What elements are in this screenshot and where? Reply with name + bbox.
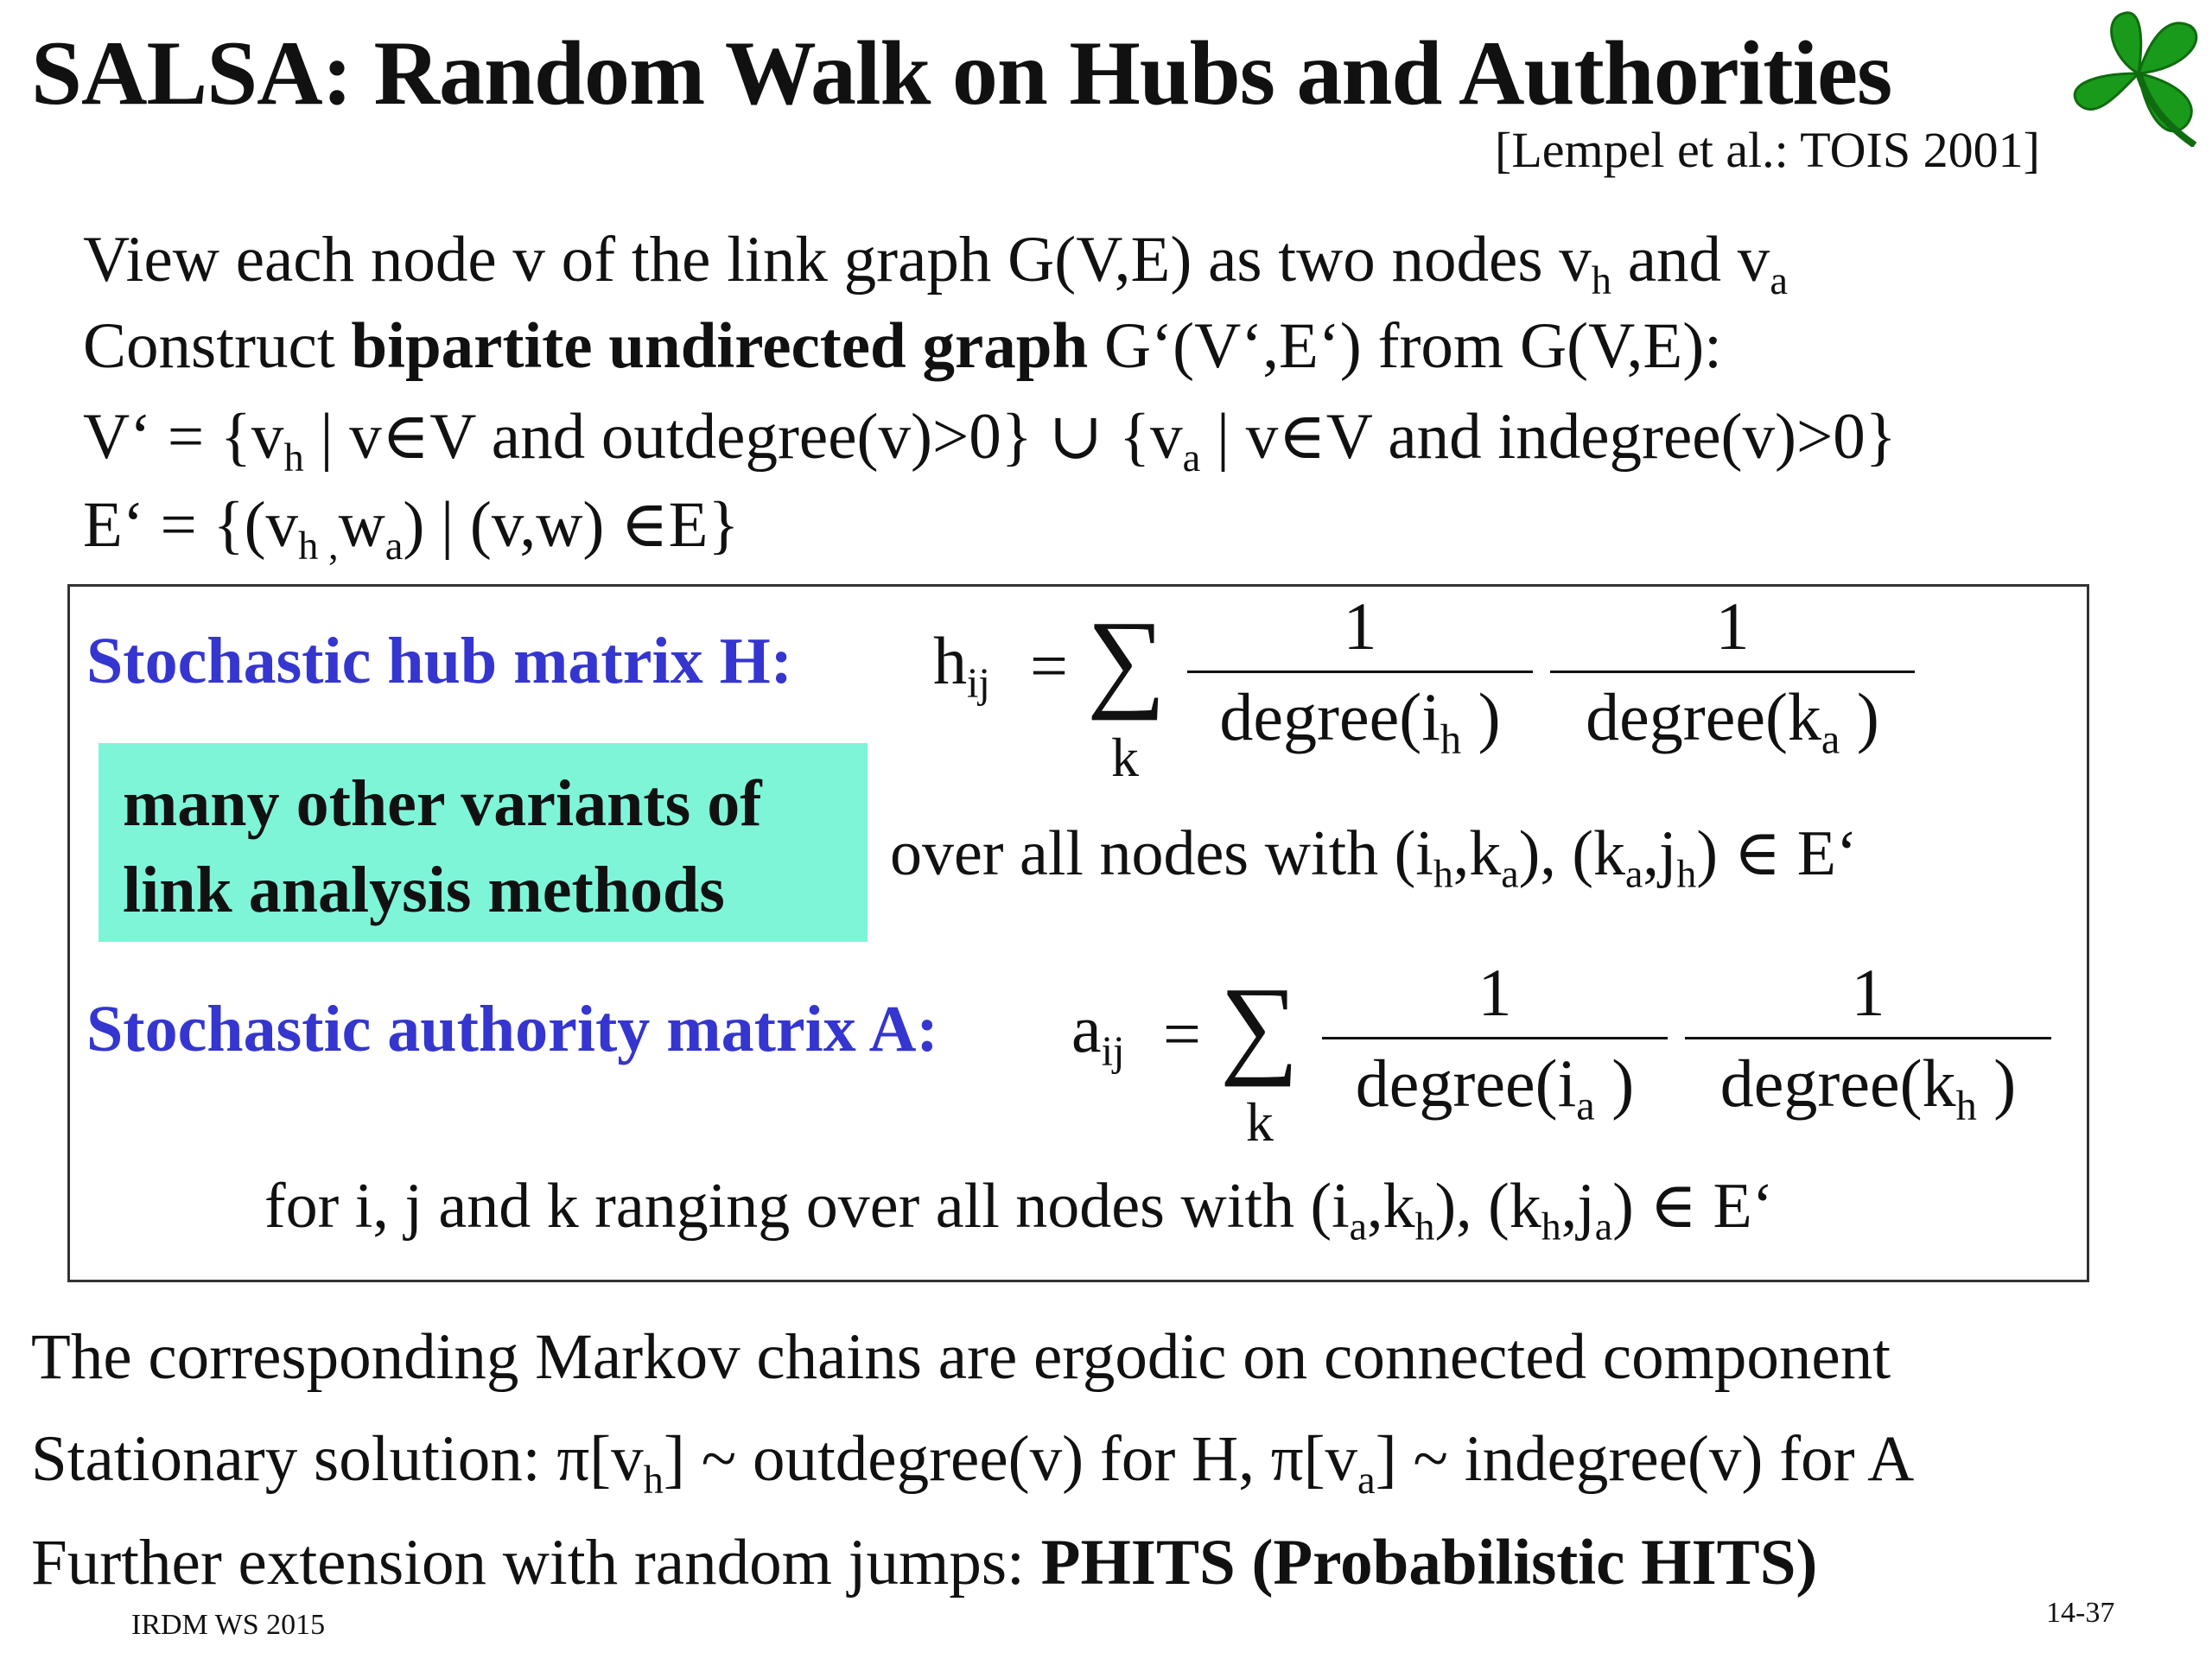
markov-chain-line: The corresponding Markov chains are ergodic on connected component [31,1321,1891,1393]
node-split-line: View each node v of the link graph G(V,E) as two nodes $v_h$ and $v_a$ [83,224,1788,303]
hub-matrix-label: Stochastic hub matrix H: [86,625,792,697]
authority-fraction-2: 1 $degree(k_h$ ) [1681,954,2055,1122]
page-number: 14-37 [2046,1597,2115,1629]
authority-sigma-index: k [1246,1091,1274,1153]
variants-line-2: link analysis methods [123,854,725,926]
authority-matrix-label: Stochastic authority matrix A: [86,993,938,1065]
authority-condition: for i, j and k ranging over all nodes with $(i_a,k_h)$, $(k_h,j_a)$ ∈ E‘ [264,1171,1774,1249]
hub-condition: over all nodes with $(i_h,k_a)$, $(k_a,j_h)$ ∈ E‘ [890,818,1858,896]
hub-sigma: ∑ [1087,598,1166,721]
authority-equals: = [1163,996,1201,1071]
variants-highlight-box [99,743,868,942]
phits-line: Further extension with random jumps: PHITS (Probabilistic HITS) [31,1527,1818,1599]
hub-sigma-index: k [1111,727,1139,788]
hub-fraction-2: 1 $degree(k_a$ ) [1547,588,1918,756]
slide-title: SALSA: Random Walk on Hubs and Authorities [31,22,1892,124]
hub-fraction-1: 1 $degree(i_h$ ) [1184,588,1536,756]
citation: [Lempel et al.: TOIS 2001] [1495,122,2040,178]
variants-line-1: many other variants of [123,767,762,840]
authority-fraction-1: 1 $degree(i_a$ ) [1319,954,1671,1122]
authority-sigma: ∑ [1220,964,1300,1087]
hub-equals: = [1030,628,1068,703]
authority-lhs: $a_{ij}$ [1071,991,1125,1075]
course-footer: IRDM WS 2015 [131,1609,326,1641]
edge-set-line: E‘ = {$(v_{h ,}w_a)$ | (v,w) ∈E} [83,489,740,569]
hub-lhs: $h_{ij}$ [933,623,990,707]
shamrock-icon [2065,0,2212,147]
construct-line: Construct bipartite undirected graph G‘(V‘,E‘) from G(V,E): [83,310,1723,382]
vertex-set-line: V‘ = {$v_h$ | v∈V and outdegree(v)>0} ∪ {$v_a$ | v∈V and indegree(v)>0} [83,401,1897,480]
stationary-solution-line: Stationary solution: $\pi[v_h]$ ~ outdegree(v) for H, $\pi[v_a]$ ~ indegree(v) for A [31,1423,1915,1503]
